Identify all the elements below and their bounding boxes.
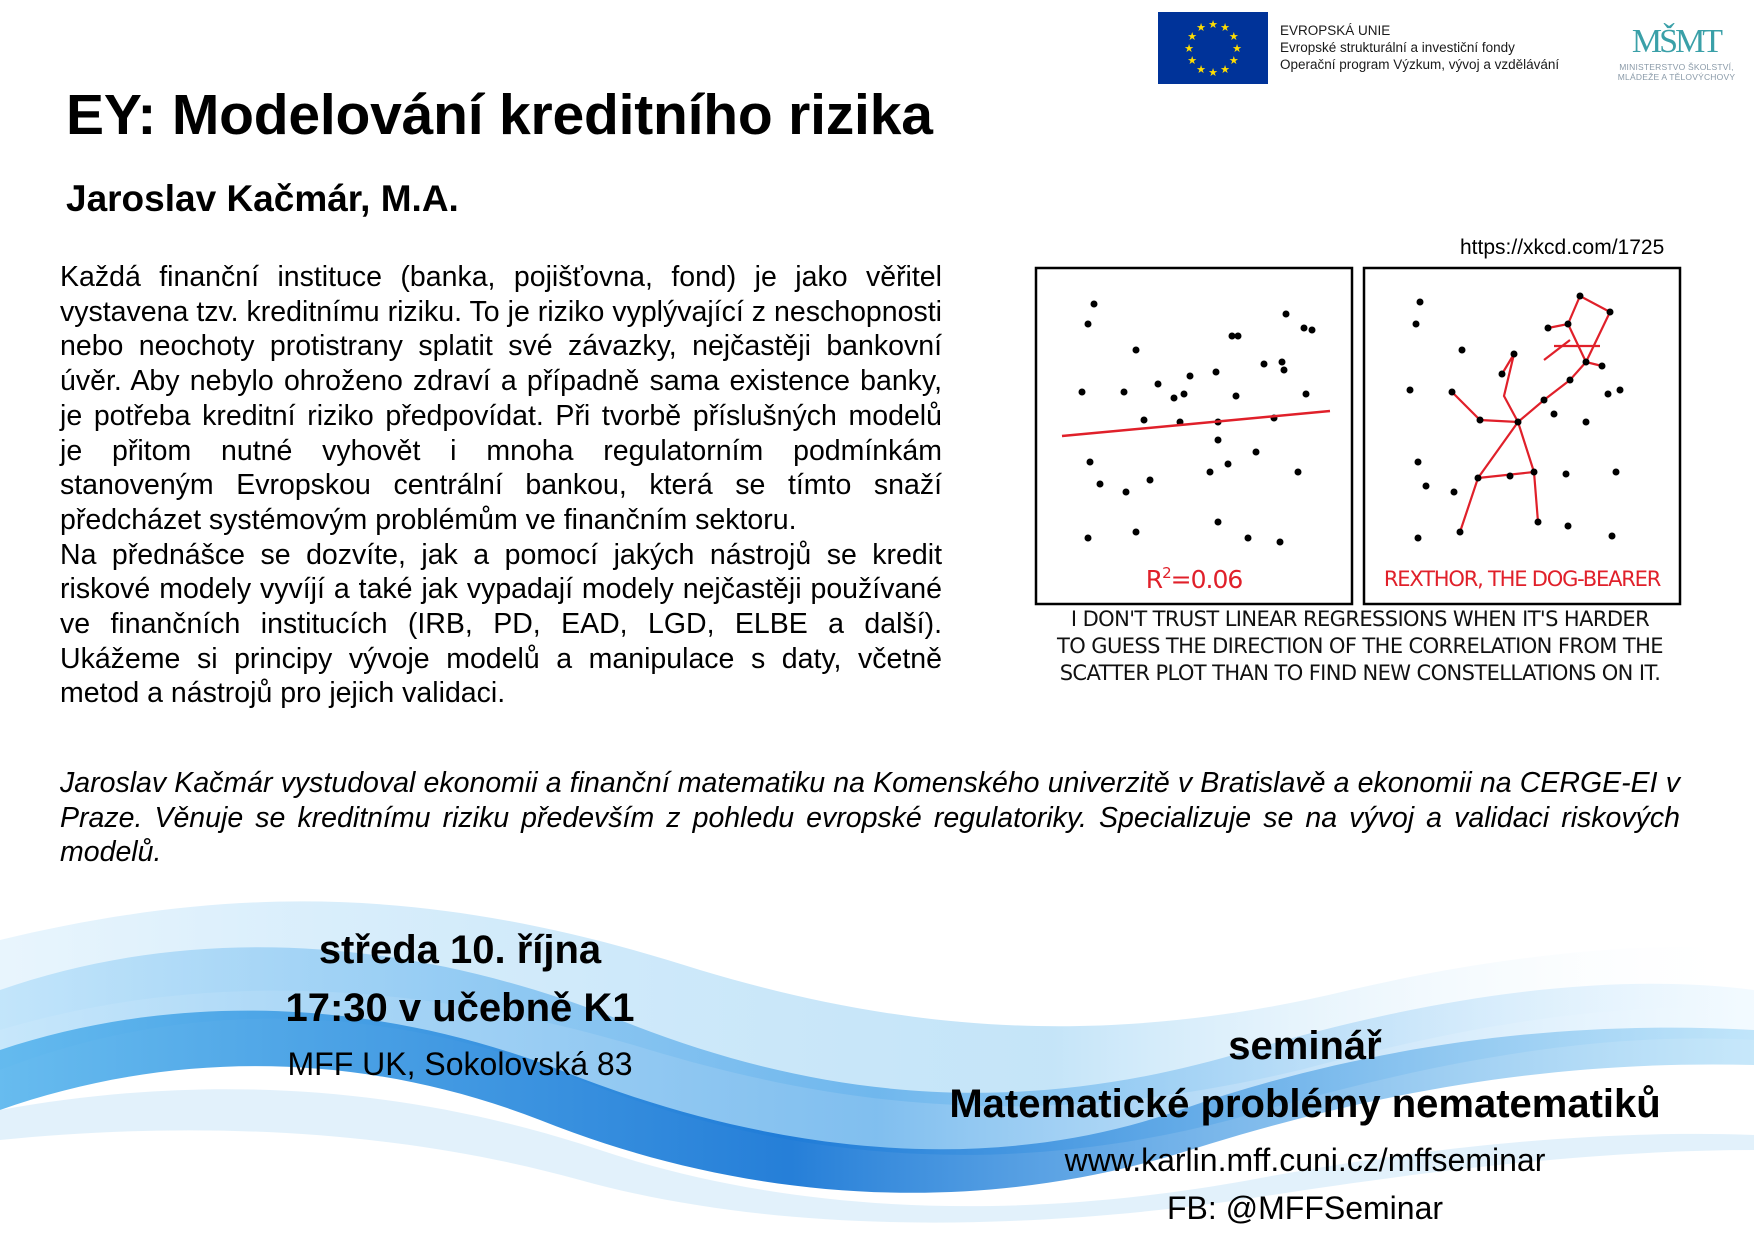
scatter-dot [1301, 325, 1308, 332]
scatter-dot [1515, 419, 1522, 426]
scatter-dot [1531, 469, 1538, 476]
scatter-dot [1281, 367, 1288, 374]
eu-star-icon: ★ [1228, 55, 1239, 67]
scatter-dot [1279, 359, 1286, 366]
scatter-dot [1283, 311, 1290, 318]
scatter-dot [1085, 535, 1092, 542]
scatter-dot [1607, 309, 1614, 316]
eu-star-icon: ★ [1196, 63, 1206, 76]
seminar-facebook-link[interactable]: FB: @MFFSeminar [1166, 1190, 1444, 1226]
scatter-dot [1423, 483, 1430, 490]
scatter-dot [1155, 381, 1162, 388]
scatter-dot [1215, 437, 1222, 444]
scatter-dot [1577, 293, 1584, 300]
scatter-dot [1181, 391, 1188, 398]
scatter-dot [1213, 369, 1220, 376]
eu-star-icon: ★ [1220, 22, 1230, 35]
event-date: středa 10. října [318, 928, 602, 972]
scatter-dot [1477, 417, 1484, 424]
msmt-logo-text: MŠMT [1631, 23, 1721, 60]
xkcd-comic [1034, 266, 1682, 606]
eu-stars-icon [1158, 12, 1268, 84]
scatter-dot [1499, 371, 1506, 378]
eu-star-icon: ★ [1187, 55, 1198, 67]
scatter-dot [1511, 351, 1518, 358]
eu-line: EVROPSKÁ UNIE [1280, 23, 1391, 38]
event-place: MFF UK, Sokolovská 83 [287, 1046, 633, 1082]
eu-star-icon: ★ [1208, 19, 1218, 31]
scatter-dot [1563, 471, 1570, 478]
scatter-dot [1599, 363, 1606, 370]
eu-star-icon: ★ [1232, 43, 1242, 55]
eu-star-icon: ★ [1228, 31, 1239, 43]
scatter-dot [1225, 461, 1232, 468]
scatter-dot [1147, 477, 1154, 484]
scatter-dot [1535, 519, 1542, 526]
scatter-dot [1087, 459, 1094, 466]
seminar-name: Matematické problémy nematematiků [949, 1082, 1661, 1126]
event-time: 17:30 v učebně K1 [285, 986, 635, 1030]
msmt-caption-line: MLÁDEŽE A TĚLOVÝCHOVY [1617, 72, 1736, 82]
scatter-dot [1475, 475, 1482, 482]
seminar-label: seminář [1228, 1024, 1382, 1068]
eu-star-icon: ★ [1220, 63, 1230, 76]
scatter-dot [1565, 523, 1572, 530]
scatter-dot [1121, 389, 1128, 396]
scatter-dot [1417, 299, 1424, 306]
scatter-dot [1583, 419, 1590, 426]
comic-source-url[interactable]: https://xkcd.com/1725 [1460, 236, 1665, 259]
scatter-dot [1261, 361, 1268, 368]
event-info [240, 924, 680, 1088]
seminar-website-link[interactable]: www.karlin.mff.cuni.cz/mffseminar [1064, 1142, 1546, 1178]
comic-caption-line: TO GUESS THE DIRECTION OF THE CORRELATION FROM THE [1057, 634, 1663, 658]
scatter-dot [1605, 391, 1612, 398]
scatter-dot [1309, 327, 1316, 334]
comic-caption-line: I DON'T TRUST LINEAR REGRESSIONS WHEN IT'S HARDER [1070, 607, 1650, 631]
eu-star-icon: ★ [1196, 22, 1206, 35]
scatter-dot [1171, 395, 1178, 402]
abstract-paragraph: Na přednášce se dozvíte, jak a pomocí jakých nástrojů se kredit riskové modely vyvíjí a také jak vypadají modely nejčastěji používané ve finančních institucích (IRB, PD, EAD, LGD, ELBE a další). Ukážeme si principy vývoje modelů a manipulace s daty, včetně metod a nástrojů pro jejich validaci. [60, 538, 942, 710]
abstract [60, 260, 942, 711]
scatter-dot [1457, 529, 1464, 536]
eu-line: Evropské strukturální a investiční fondy [1280, 40, 1515, 55]
constellation-label: REXTHOR, THE DOG-BEARER [1383, 567, 1661, 591]
r-squared-label: $R^2=0.06$ [1145, 564, 1243, 594]
scatter-dot [1229, 333, 1236, 340]
scatter-dot [1567, 377, 1574, 384]
abstract-paragraph: Každá finanční instituce (banka, pojišťovna, fond) je jako věřitel vystavena tzv. kreditnímu riziku. To je riziko vyplývající z neschopnosti nebo neochoty protistrany splatit své závazky, nejčastěji bankovní úvěr. Aby nebylo ohroženo zdraví a případně sama existence banky, je potřeba kreditní riziko předpovídat. Při tvorbě příslušných modelů je přitom nutné vyhovět i mnoha regulatorním podmínkám stanoveným Evropskou centrální bankou, která se tímto snaží předcházet systémovým problémům ve finančním sektoru. [60, 261, 942, 536]
scatter-dot [1565, 321, 1572, 328]
scatter-dot [1459, 347, 1466, 354]
scatter-dot [1295, 469, 1302, 476]
scatter-dot [1303, 391, 1310, 398]
eu-flag-logo [1158, 12, 1268, 84]
scatter-dot [1415, 459, 1422, 466]
scatter-dot [1085, 321, 1092, 328]
scatter-dot [1449, 389, 1456, 396]
scatter-dot [1507, 473, 1514, 480]
scatter-dot [1097, 481, 1104, 488]
scatter-dot [1235, 333, 1242, 340]
scatter-dot [1541, 397, 1548, 404]
scatter-dot [1415, 535, 1422, 542]
scatter-dot [1613, 469, 1620, 476]
scatter-dot [1133, 347, 1140, 354]
comic-caption [1040, 606, 1680, 687]
comic-caption-line: SCATTER PLOT THAN TO FIND NEW CONSTELLATIONS ON IT. [1059, 661, 1661, 685]
scatter-dot [1141, 417, 1148, 424]
eu-star-icon: ★ [1208, 67, 1218, 79]
scatter-dot [1123, 489, 1130, 496]
speaker-name: Jaroslav Kačmár, M.A. [66, 178, 459, 219]
scatter-dot [1079, 389, 1086, 396]
scatter-dot [1233, 393, 1240, 400]
scatter-dot [1245, 535, 1252, 542]
eu-star-icon: ★ [1184, 43, 1194, 55]
scatter-dot [1277, 539, 1284, 546]
comic-panel-left [1036, 268, 1352, 604]
scatter-dot [1407, 387, 1414, 394]
eu-line: Operační program Výzkum, vývoj a vzdělávání [1280, 57, 1560, 72]
msmt-caption [1604, 62, 1749, 82]
scatter-dot [1187, 373, 1194, 380]
eu-text-block [1280, 22, 1559, 73]
scatter-dot [1091, 301, 1098, 308]
scatter-dot [1133, 529, 1140, 536]
scatter-dot [1253, 449, 1260, 456]
eu-star-icon: ★ [1187, 31, 1198, 43]
scatter-dot [1545, 325, 1552, 332]
scatter-dot [1215, 519, 1222, 526]
seminar-info [900, 1020, 1710, 1232]
scatter-dot [1617, 387, 1624, 394]
scatter-dot [1413, 321, 1420, 328]
scatter-dot [1609, 533, 1616, 540]
page-title: EY: Modelování kreditního rizika [66, 83, 933, 147]
msmt-caption-line: MINISTERSTVO ŠKOLSTVÍ, [1619, 62, 1734, 72]
scatter-dot [1583, 359, 1590, 366]
scatter-dot [1451, 489, 1458, 496]
speaker-bio: Jaroslav Kačmár vystudoval ekonomii a finanční matematiku na Komenského univerzitě v Bratislavě a ekonomii na CERGE-EI v Praze. Věnuje se kreditnímu riziku především z pohledu evropské regulatoriky. Specializuje se na vývoj a validaci riskových modelů. [60, 767, 1680, 868]
scatter-dot [1207, 469, 1214, 476]
scatter-dot [1551, 411, 1558, 418]
